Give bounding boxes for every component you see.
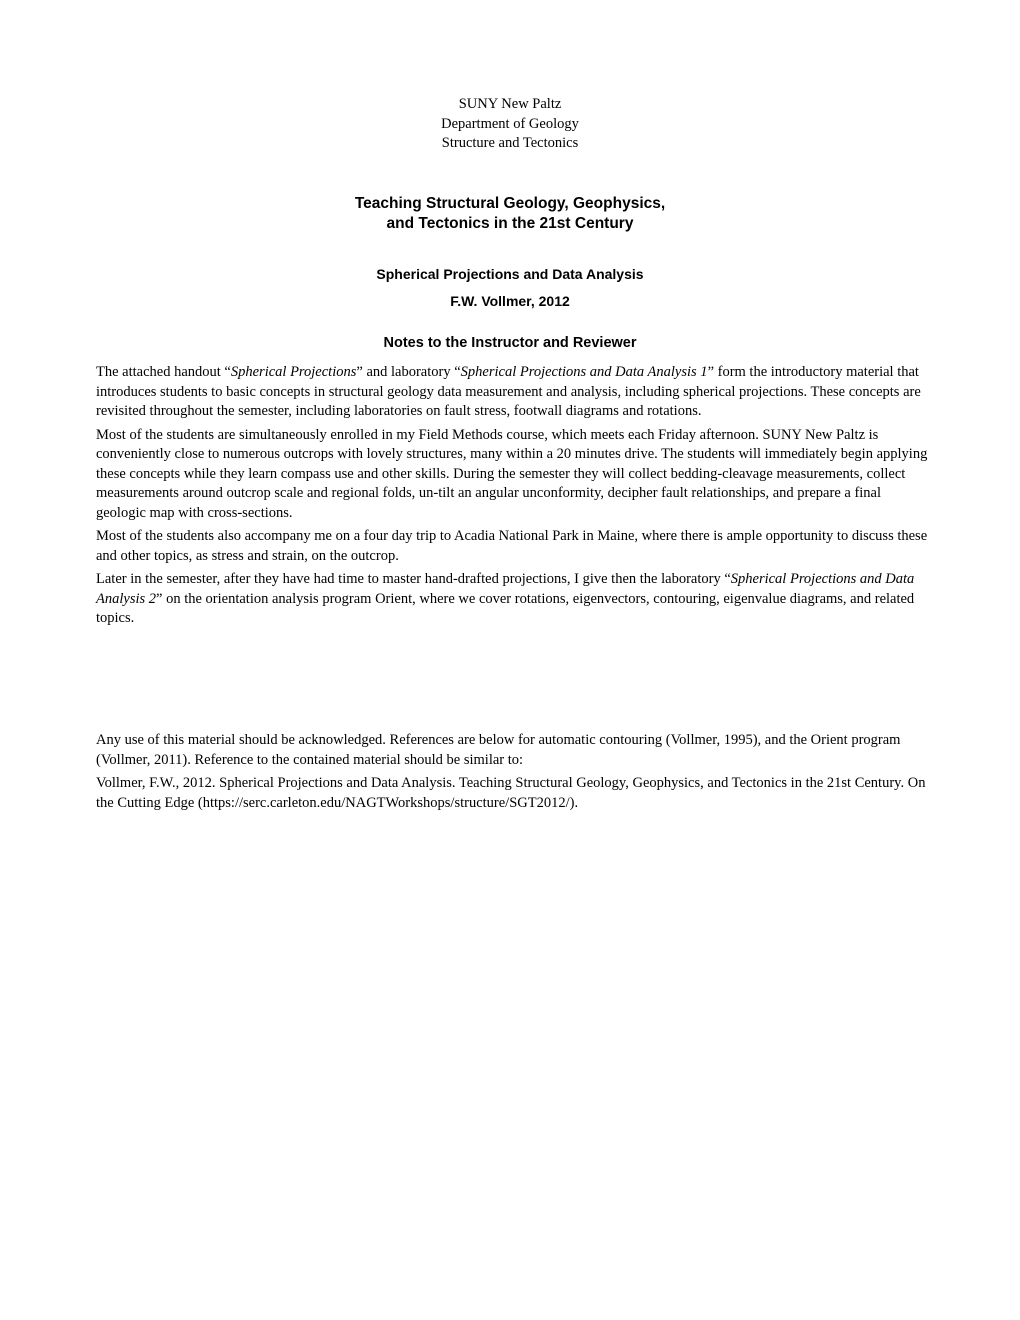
acknowledgement-paragraph: Any use of this material should be acknowledged. References are below for automatic contouring (Vollmer, 1995), and the Orient program (Vollmer, 2011). Reference to the contained material should be similar to: bbox=[96, 732, 901, 768]
p1-text-c: ” and laboratory “ bbox=[356, 364, 461, 380]
document-title bbox=[0, 194, 1020, 233]
notes-paragraph-4 bbox=[96, 570, 932, 629]
document-subtitle bbox=[0, 261, 1020, 315]
institution-name: SUNY New Paltz bbox=[458, 96, 562, 112]
title-line-1: Teaching Structural Geology, Geophysics, bbox=[354, 195, 666, 212]
p4-text-a: Later in the semester, after they have had time to master hand-drafted projections, I give then the laboratory “ bbox=[96, 571, 731, 587]
p1-lab-title: Spherical Projections and Data Analysis 1 bbox=[460, 364, 708, 380]
department-name: Department of Geology bbox=[441, 115, 579, 132]
p1-text-a: The attached handout “ bbox=[96, 364, 231, 380]
notes-paragraph-3: Most of the students also accompany me on a four day trip to Acadia National Park in Maine, where there is ample opportunity to discuss these and other topics, as stress and strain, on the outcrop. bbox=[96, 528, 928, 564]
notes-paragraph-1 bbox=[96, 363, 932, 422]
author-year: F.W. Vollmer, 2012 bbox=[450, 293, 570, 309]
p1-text-e: ” form the introductory material that introduces students to basic concepts in structural geology data measurement and analysis, including spherical projections. These concepts are revisited throughout the semester, including laboratories on fault stress, footwall diagrams and rotations. bbox=[96, 364, 921, 419]
citation-paragraph: Vollmer, F.W., 2012. Spherical Projections and Data Analysis. Teaching Structural Geology, Geophysics, and Tectonics in the 21st Century. On the Cutting Edge (https://serc.carleton.edu/NAGTWorkshops/structure/SGT2012/). bbox=[96, 775, 926, 811]
document-header bbox=[0, 95, 1020, 154]
notes-heading: Notes to the Instructor and Reviewer bbox=[383, 335, 637, 351]
topic-title: Spherical Projections and Data Analysis bbox=[376, 266, 644, 282]
notes-body bbox=[96, 363, 932, 633]
title-line-2: and Tectonics in the 21st Century bbox=[386, 214, 634, 232]
p1-handout-title: Spherical Projections bbox=[230, 364, 357, 380]
p4-text-c: ” on the orientation analysis program Orient, where we cover rotations, eigenvectors, contouring, eigenvalue diagrams, and related topics. bbox=[96, 590, 915, 626]
notes-paragraph-2: Most of the students are simultaneously enrolled in my Field Methods course, which meets each Friday afternoon. SUNY New Paltz is conveniently close to numerous outcrops with lovely structures, many within a 20 minutes drive. The students will immediately begin applying these concepts while they learn compass use and other skills. During the semester they will collect bedding-cleavage measurements, collect measurements around outcrop scale and regional folds, un-tilt an angular unconformity, decipher fault relationships, and prepare a final geologic map with cross-sections. bbox=[96, 426, 928, 521]
p4-lab-title: Spherical Projections and Data Analysis 2 bbox=[96, 571, 915, 607]
acknowledgement-section bbox=[96, 731, 932, 817]
course-name: Structure and Tectonics bbox=[441, 135, 579, 151]
